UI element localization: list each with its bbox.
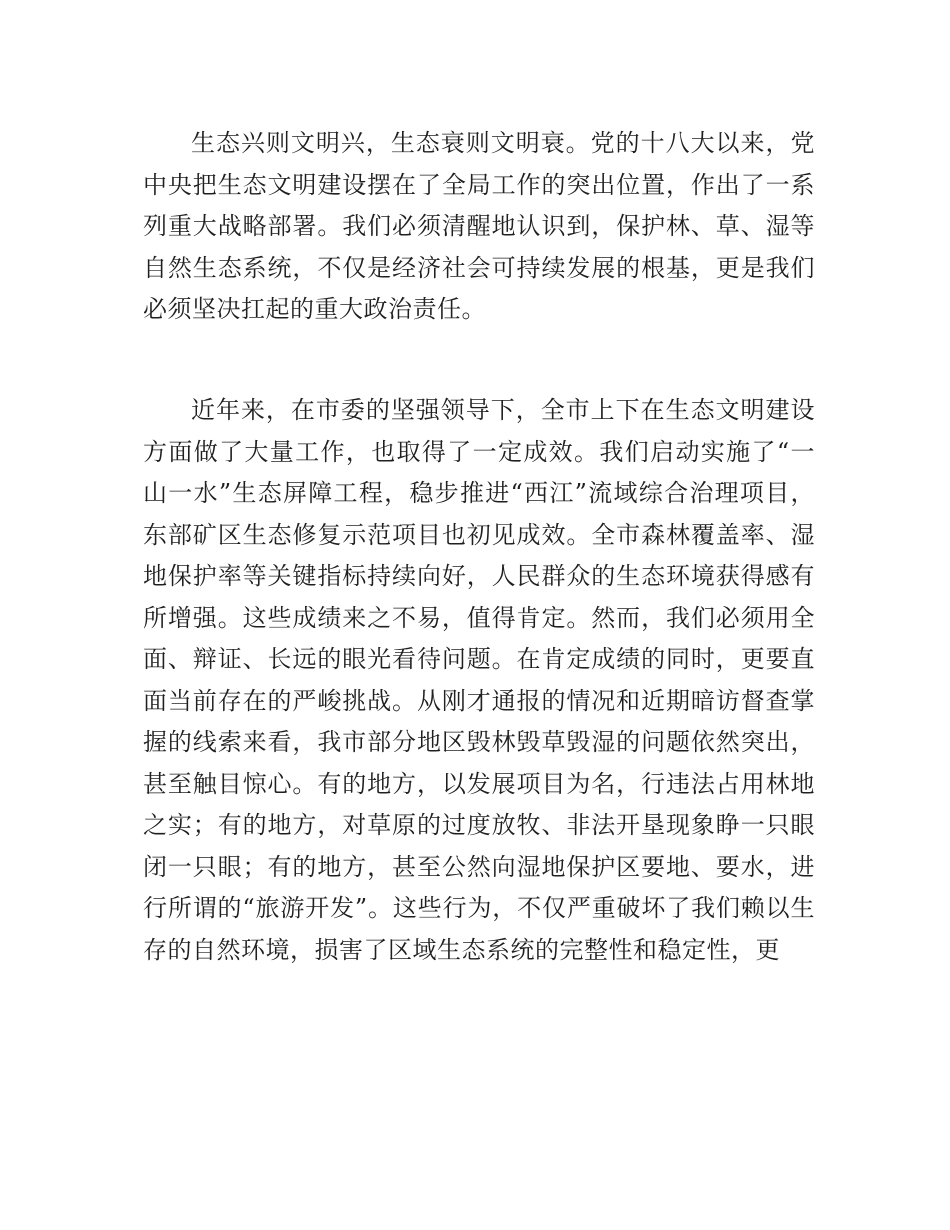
paragraph-recent-work-and-problems: 近年来，在市委的坚强领导下，全市上下在生态文明建设方面做了大量工作，也取得了一定成效。我们启动实施了“一山一水”生态屏障工程，稳步推进“西江”流域综合治理项目，东部矿区生态修复示范项目也初见成效。全市森林覆盖率、湿地保护率等关键指标持续向好，人民群众的生态环境获得感有所增强。这些成绩来之不易，值得肯定。然而，我们必须用全面、辩证、长远的眼光看待问题。在肯定成绩的同时，更要直面当前存在的严峻挑战。从刚才通报的情况和近期暗访督查掌握的线索来看，我市部分地区毁林毁草毁湿的问题依然突出，甚至触目惊心。有的地方，以发展项目为名，行违法占用林地之实；有的地方，对草原的过度放牧、非法开垦现象睁一只眼闭一只眼；有的地方，甚至公然向湿地保护区要地、要水，进行所谓的“旅游开发”。这些行为，不仅严重破坏了我们赖以生存的自然环境，损害了区域生态系统的完整性和稳定性，更 bbox=[143, 396, 815, 964]
paragraph-ecology-civilization: 生态兴则文明兴，生态衰则文明衰。党的十八大以来，党中央把生态文明建设摆在了全局工作的突出位置，作出了一系列重大战略部署。我们必须清醒地认识到，保护林、草、湿等自然生态系统，不仅是经济社会可持续发展的根基，更是我们必须坚决扛起的重大政治责任。 bbox=[143, 129, 815, 323]
